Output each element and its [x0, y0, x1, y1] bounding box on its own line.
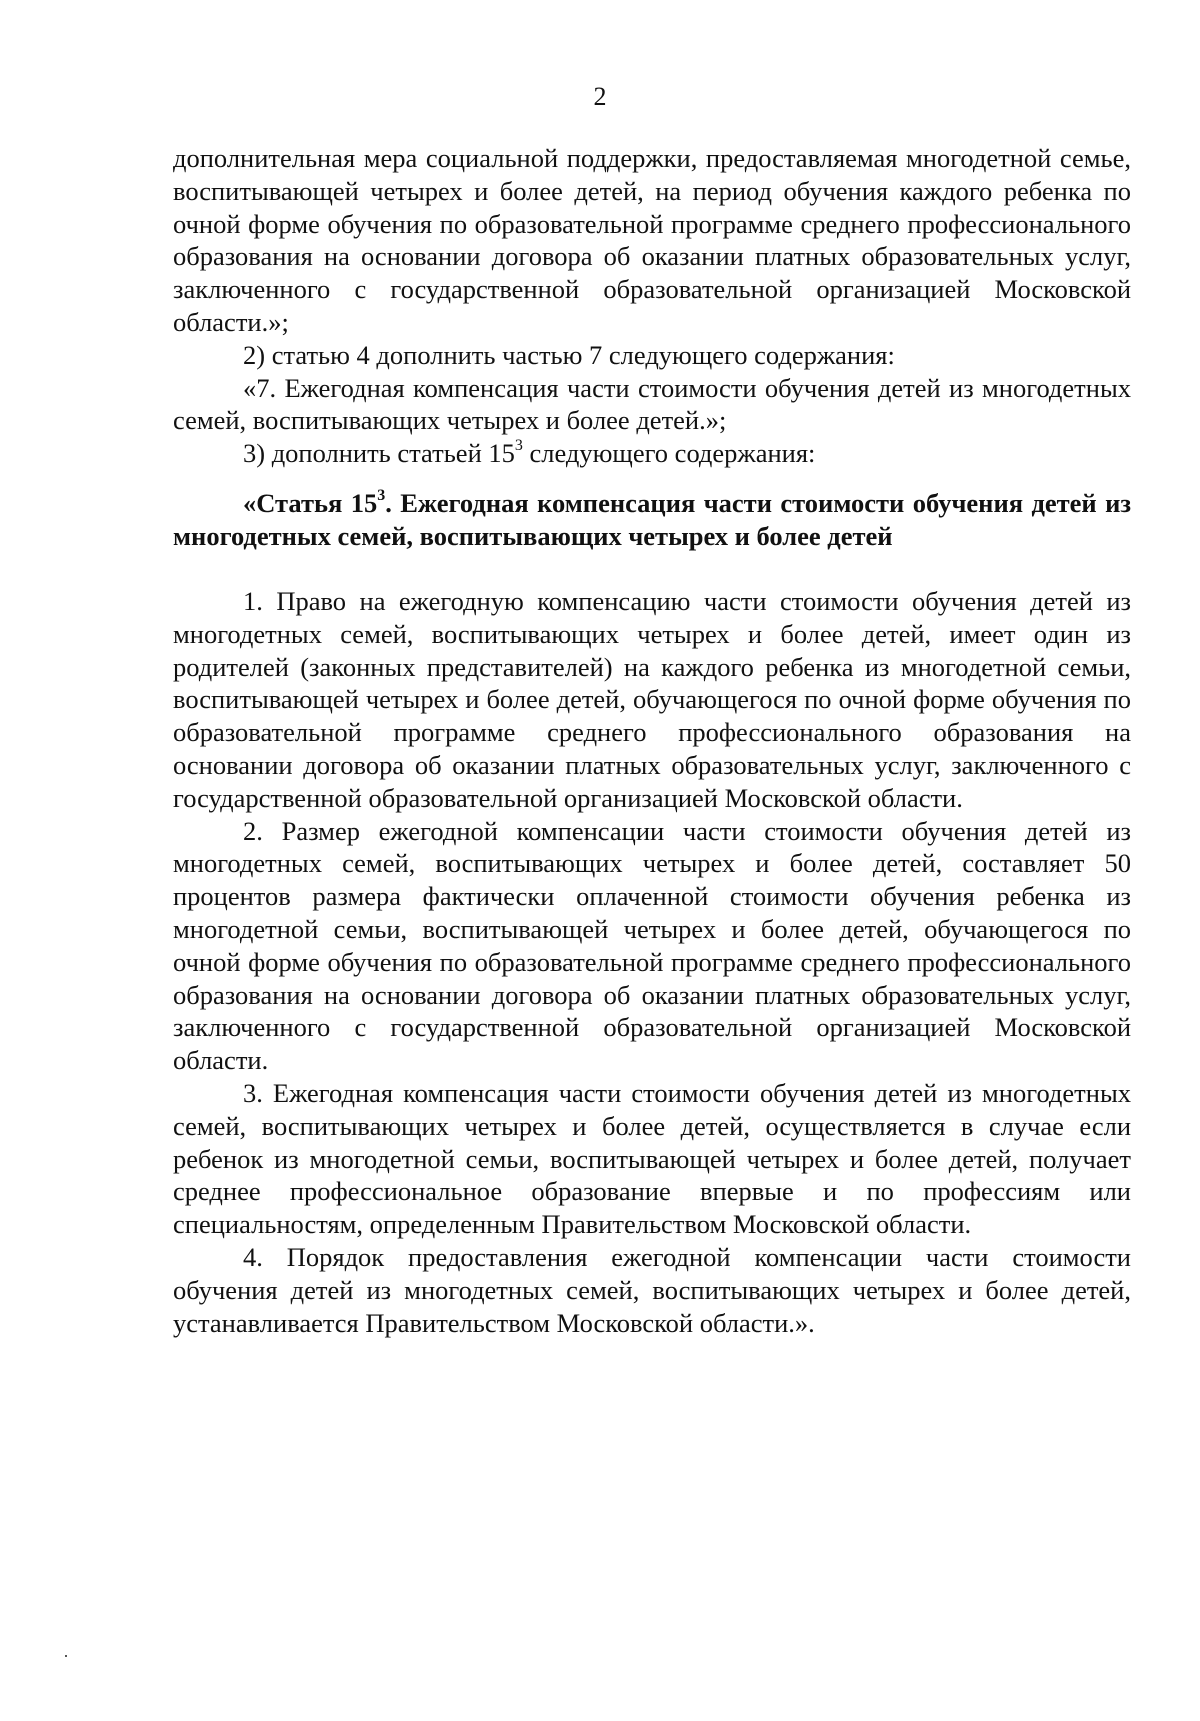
article-title-block: [173, 487, 1131, 553]
article-part-2: 2. Размер ежегодной компенсации части стоимости обучения детей из многодетных семей, воспитывающих четырех и более детей, составляет 50 процентов размера фактически оплаченной стоимости обучения ребенка из многодетной семьи, воспитывающей четырех и более детей, обучающегося по очной форме обучения по образовательной программе среднего профессионального образования на основании договора об оказании платных образовательных услуг, заключенного с государственной образовательной организацией Московской области.: [173, 815, 1131, 1076]
amendment-item-2-quote: «7. Ежегодная компенсация части стоимости обучения детей из многодетных семей, воспитывающих четырех и более детей.»;: [173, 372, 1131, 436]
amendment-item-3-text: 3) дополнить статьей 15: [243, 438, 515, 469]
intro-block: [173, 142, 1131, 470]
continuation-paragraph: дополнительная мера социальной поддержки, предоставляемая многодетной семье, воспитывающей четырех и более детей, на период обучения каждого ребенка по очной форме обучения по образовательной программе среднего профессионального образования на основании договора об оказании платных образовательных услуг, заключенного с государственной образовательной организацией Московской области.»;: [173, 143, 1131, 337]
article-part-4: 4. Порядок предоставления ежегодной компенсации части стоимости обучения детей из многодетных семей, воспитывающих четырех и более детей, устанавливается Правительством Московской области.».: [173, 1241, 1131, 1338]
amendment-item-3-text-end: следующего содержания:: [522, 438, 816, 469]
article-part-3: 3. Ежегодная компенсация части стоимости обучения детей из многодетных семей, воспитывающих четырех и более детей, осуществляется в случае если ребенок из многодетной семьи, воспитывающей четырех и более детей, получает среднее профессиональное образование впервые и по профессиям или специальностям, определенным Правительством Московской области.: [173, 1077, 1131, 1240]
scan-speck: [65, 1655, 67, 1657]
amendment-item-3-superscript: 3: [514, 437, 523, 455]
article-body: [173, 585, 1131, 1339]
article-title: [173, 487, 1131, 553]
amendment-item-3: [173, 437, 1131, 470]
article-part-1: 1. Право на ежегодную компенсацию части стоимости обучения детей из многодетных семей, воспитывающих четырех и более детей, имеет один из родителей (законных представителей) на каждого ребенка из многодетной семьи, воспитывающей четырех и более детей, обучающегося по очной форме обучения по образовательной программе среднего профессионального образования на основании договора об оказании платных образовательных услуг, заключенного с государственной образовательной организацией Московской области.: [173, 586, 1131, 813]
amendment-item-2: 2) статью 4 дополнить частью 7 следующего содержания:: [243, 339, 895, 370]
article-title-end: . Ежегодная компенсация части стоимости обучения детей из многодетных семей, воспитывающих четырех и более детей: [173, 488, 1131, 551]
article-title-start: «Статья 15: [243, 488, 378, 518]
page-number: 2: [593, 82, 607, 111]
article-title-superscript: 3: [377, 487, 386, 505]
